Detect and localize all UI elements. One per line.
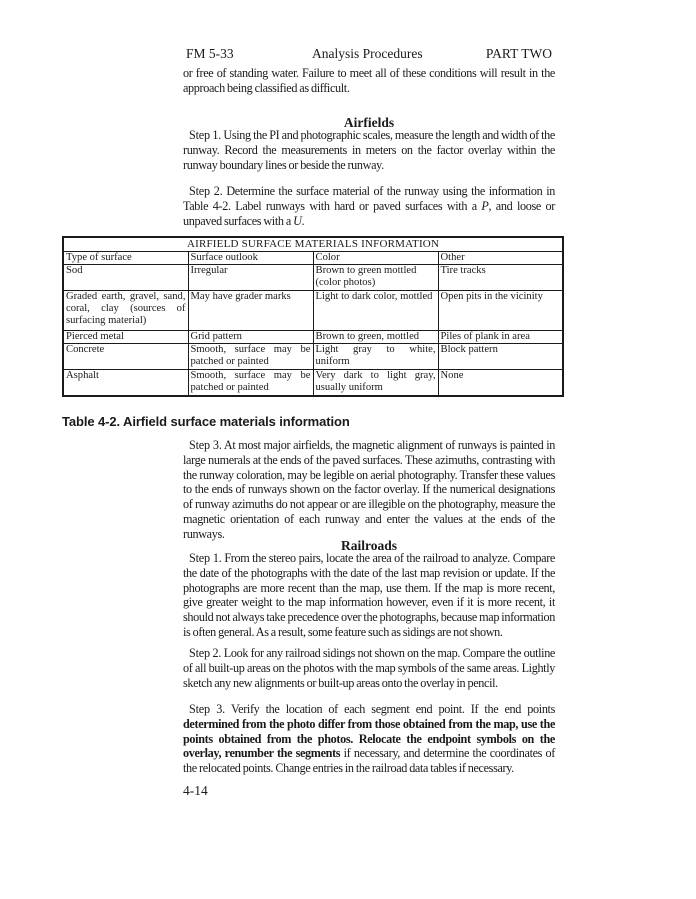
- section-title: Analysis Procedures: [312, 46, 423, 61]
- table-cell: Irregular: [188, 265, 313, 291]
- step-text-bold: determined from the photo differ from those obtained from the map, use the points obtained from the photos. Relocate the endpoint symbols on the overlay, renumber the segments: [183, 716, 555, 761]
- surface-materials-table: [62, 236, 564, 397]
- table-cell: Asphalt: [63, 370, 188, 396]
- step-text: From the stereo pairs, locate the area of the railroad to analyze. Compare the date of the photographs with the date of the last map revision or update. If the photographs are more recent than the map, use them. If the map is more recent, give greater weight to the map information however, even if it is more recent, it should not always take precedence over the photographs, because map information is often general. As a result, some feature such as sidings are not shown.: [183, 551, 555, 639]
- table-row: [63, 265, 563, 291]
- railroads-step1-paragraph: [183, 551, 555, 640]
- airfields-step1-paragraph: [183, 128, 555, 172]
- step-label: Step 3.: [189, 702, 226, 716]
- table-cell: Very dark to light gray, usually uniform: [313, 370, 438, 396]
- table-cell: Pierced metal: [63, 331, 188, 344]
- table-cell: Smooth, surface may be patched or painted: [188, 344, 313, 370]
- table-cell: Grid pattern: [188, 331, 313, 344]
- table-row: [63, 344, 563, 370]
- table-cell: Smooth, surface may be patched or painted: [188, 370, 313, 396]
- table-cell: Sod: [63, 265, 188, 291]
- table-cell: Block pattern: [438, 344, 563, 370]
- airfields-step3-paragraph: [183, 438, 555, 542]
- step-label: Step 2.: [189, 646, 222, 660]
- step-label: Step 1.: [189, 551, 222, 565]
- step-text: At most major airfields, the magnetic alignment of runways is painted in large numerals at the ends of the paved surfaces. These azimuths, contrasting with the runway coloration, may be legible on aerial photography. Transfer these values to the ends of runways shown on the factor overlay. If the numerical designations of runway azimuths do not appear or are illegible on the photography, measure the magnetic orientation of each runway and enter the values at the ends of the runways.: [183, 438, 555, 541]
- table-cell: Brown to green, mottled: [313, 331, 438, 344]
- airfields-step2-paragraph: [183, 184, 555, 228]
- table-cell: Piles of plank in area: [438, 331, 563, 344]
- table-cell: Open pits in the vicinity: [438, 291, 563, 331]
- intro-paragraph: or free of standing water. Failure to meet all of these conditions will result in the approach being classified as difficult.: [183, 66, 555, 95]
- page-number: 4-14: [183, 783, 208, 798]
- step-text: Look for any railroad sidings not shown on the map. Compare the outline of all built-up areas on the photos with the map symbols of the same areas. Lightly sketch any new alignments or built-up areas onto the overlay in pencil.: [183, 646, 555, 690]
- step-label: Step 3.: [189, 438, 222, 452]
- step-text: Verify the location of each segment end point. If the end points: [225, 702, 555, 716]
- column-header: Other: [438, 252, 563, 265]
- table-cell: Concrete: [63, 344, 188, 370]
- column-header: Type of surface: [63, 252, 188, 265]
- paved-symbol: P: [481, 198, 489, 213]
- unpaved-symbol: U: [293, 213, 302, 228]
- manual-number: FM 5-33: [186, 46, 234, 61]
- step-label: Step 2.: [189, 184, 223, 198]
- railroads-step2-paragraph: [183, 646, 555, 690]
- table-cell: Light gray to white, uniform: [313, 344, 438, 370]
- railroads-heading: Railroads: [340, 538, 397, 553]
- table-cell: Brown to green mottled (color photos): [313, 265, 438, 291]
- step-text: if necessary, and determine the coordinates of the relocated points. Change entries in the railroad data tables if necessary.: [183, 746, 555, 776]
- table-row: [63, 370, 563, 396]
- table-cell: Graded earth, gravel, sand, coral, clay (sources of surfacing material): [63, 291, 188, 331]
- table-caption: Table 4-2. Airfield surface materials information: [62, 414, 350, 429]
- airfields-heading: Airfields: [343, 115, 395, 130]
- running-header: [186, 46, 552, 62]
- railroads-step3-paragraph: [183, 702, 555, 776]
- step-label: Step 1.: [189, 128, 222, 142]
- table-header-row: [63, 252, 563, 265]
- step-text: Determine the surface material of the runway using the information in Table 4-2. Label runways with hard or paved surfaces with a: [183, 184, 555, 213]
- table-title: AIRFIELD SURFACE MATERIALS INFORMATION: [63, 237, 563, 252]
- table-cell: Tire tracks: [438, 265, 563, 291]
- table-cell: Light to dark color, mottled: [313, 291, 438, 331]
- table-row: [63, 291, 563, 331]
- table-cell: None: [438, 370, 563, 396]
- column-header: Color: [313, 252, 438, 265]
- column-header: Surface outlook: [188, 252, 313, 265]
- step-text: .: [301, 213, 305, 228]
- table-cell: May have grader marks: [188, 291, 313, 331]
- table-row: [63, 331, 563, 344]
- part-label: PART TWO: [485, 46, 552, 61]
- step-text: Using the PI and photographic scales, measure the length and width of the runway. Record the measurements in meters on the factor overlay within the runway boundary lines or beside the runway.: [183, 128, 555, 172]
- step-text: , and loose or unpaved surfaces with a: [183, 198, 555, 228]
